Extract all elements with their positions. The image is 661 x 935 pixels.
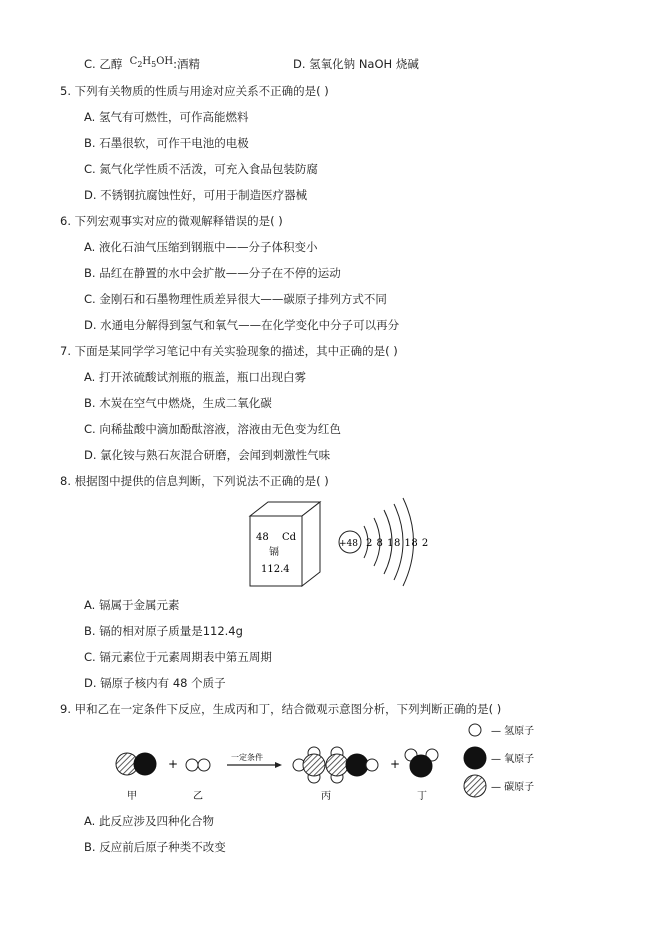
molecule-yi — [186, 759, 210, 771]
q9-option-b: B. 反应前后原子种类不改变 — [84, 840, 226, 854]
molecule-bing — [293, 747, 378, 783]
plus-sign-1: + — [168, 757, 179, 771]
q8-option-c: C. 镉元素位于元素周期表中第五周期 — [84, 650, 272, 664]
q7-stem: 7. 下面是某同学学习笔记中有关实验现象的描述，其中正确的是( ) — [60, 344, 398, 358]
q8-option-a: A. 镉属于金属元素 — [84, 598, 180, 612]
reaction-condition: 一定条件 — [231, 753, 263, 762]
q8-stem: 8. 根据图中提供的信息判断，下列说法不正确的是( ) — [60, 474, 329, 488]
q6-stem: 6. 下列宏观事实对应的微观解释错误的是( ) — [60, 214, 283, 228]
q7-option-b: B. 木炭在空气中燃烧，生成二氧化碳 — [84, 396, 272, 410]
q7-option-c: C. 向稀盐酸中滴加酚酞溶液，溶液由无色变为红色 — [84, 422, 341, 436]
q5-option-d: D. 不锈钢抗腐蚀性好，可用于制造医疗器械 — [84, 188, 308, 202]
reaction-diagram — [105, 718, 565, 810]
q8-option-b: B. 镉的相对原子质量是112.4g — [84, 624, 243, 638]
atomic-mass: 112.4 — [261, 564, 290, 575]
label-bing: 丙 — [321, 791, 331, 802]
molecule-jia — [116, 753, 156, 775]
legend-hydrogen-icon — [469, 724, 481, 736]
label-yi: 乙 — [193, 791, 203, 802]
q5-option-c: C. 氮气化学性质不活泼，可充入食品包装防腐 — [84, 162, 318, 176]
label-ding: 丁 — [417, 791, 427, 802]
q5-stem: 5. 下列有关物质的性质与用途对应关系不正确的是( ) — [60, 84, 329, 98]
legend — [464, 724, 486, 797]
q6-option-c: C. 金刚石和石墨物理性质差异很大——碳原子排列方式不同 — [84, 292, 387, 306]
reaction-arrow — [227, 762, 282, 768]
legend-oxygen: — 氧原子 — [491, 754, 535, 765]
q7-option-a: A. 打开浓硫酸试剂瓶的瓶盖，瓶口出现白雾 — [84, 370, 306, 384]
q5-option-b: B. 石墨很软，可作干电池的电极 — [84, 136, 249, 150]
label-jia: 甲 — [127, 791, 137, 802]
molecule-ding — [405, 749, 438, 777]
q5-option-a: A. 氢气有可燃性，可作高能燃料 — [84, 110, 249, 124]
q7-option-d: D. 氯化铵与熟石灰混合研磨，会闻到刺激性气味 — [84, 448, 331, 462]
nucleus-charge: +48 — [339, 539, 358, 549]
legend-carbon-icon — [464, 775, 486, 797]
q6-option-b: B. 品红在静置的水中会扩散——分子在不停的运动 — [84, 266, 341, 280]
legend-carbon: — 碳原子 — [491, 782, 535, 793]
q9-stem: 9. 甲和乙在一定条件下反应，生成丙和丁，结合微观示意图分析，下列判断正确的是( ) — [60, 702, 502, 716]
element-name: 镉 — [269, 547, 279, 558]
q9-option-a: A. 此反应涉及四种化合物 — [84, 814, 214, 828]
atomic-number: 48 — [256, 532, 269, 543]
legend-hydrogen: — 氢原子 — [491, 726, 535, 737]
q6-option-d: D. 水通电分解得到氢气和氧气——在化学变化中分子可以再分 — [84, 318, 400, 332]
cadmium-figure — [240, 488, 429, 588]
element-symbol: Cd — [282, 532, 297, 543]
legend-oxygen-icon — [464, 747, 486, 769]
q4-option-c: C. 乙醇 $C_2H_5OH$:酒精 — [84, 56, 201, 71]
plus-sign-2: + — [390, 757, 401, 771]
q8-option-d: D. 镉原子核内有 48 个质子 — [84, 676, 226, 690]
q6-option-a: A. 液化石油气压缩到钢瓶中——分子体积变小 — [84, 240, 318, 254]
shell-electrons: 2 8 18 18 2 — [366, 538, 429, 549]
q4-option-d: D. 氢氧化钠 NaOH 烧碱 — [293, 57, 419, 71]
